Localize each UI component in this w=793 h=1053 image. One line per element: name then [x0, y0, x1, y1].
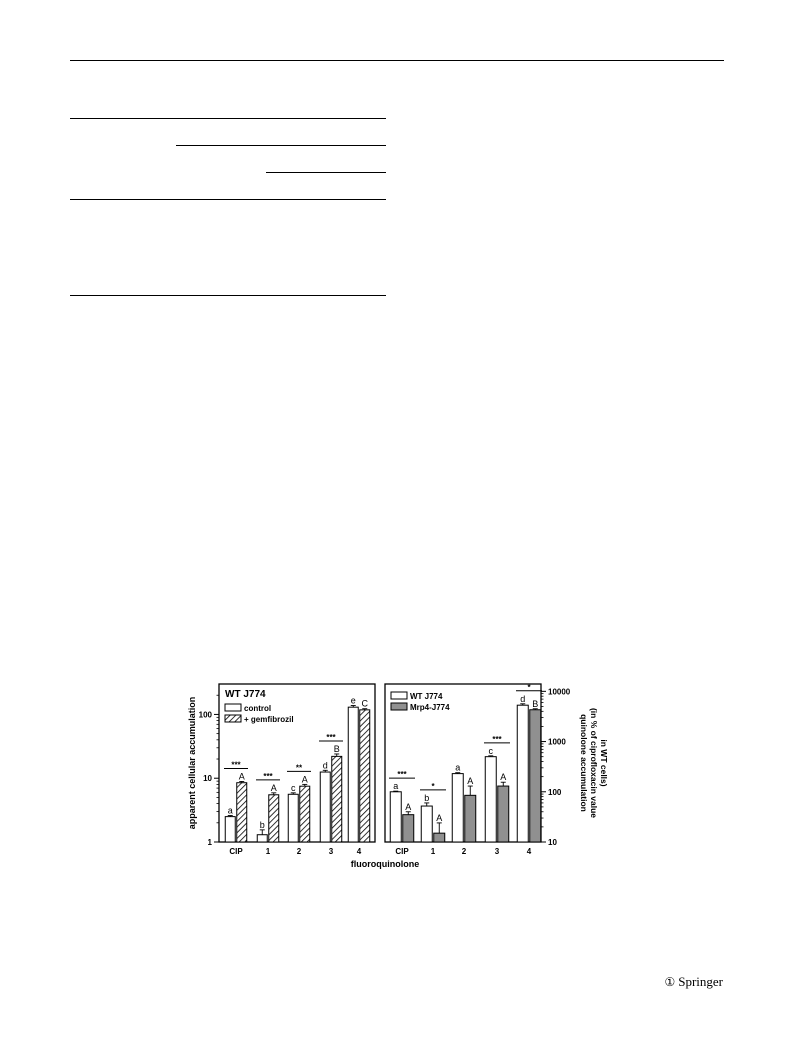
significance-stars: *	[431, 781, 435, 791]
y-tick-label: 1000	[548, 737, 566, 747]
bar-open	[485, 757, 496, 842]
bar-open	[452, 774, 463, 842]
x-tick-label: 3	[494, 847, 500, 856]
bar-open	[421, 806, 432, 842]
x-tick-label: CIP	[395, 847, 409, 856]
bar-hatched	[269, 795, 279, 842]
bar-letter-label: B	[532, 698, 539, 709]
bar-letter-label: c	[291, 782, 296, 793]
bar-letter-label: B	[333, 743, 340, 754]
x-tick-label: 3	[328, 847, 334, 856]
bar-letter-label: A	[436, 812, 443, 823]
legend-label: control	[244, 704, 272, 713]
y-tick-label: 10000	[548, 687, 571, 697]
bar-letter-label: d	[520, 693, 526, 704]
bar-letter-label: C	[361, 698, 368, 709]
bar-open	[288, 794, 298, 842]
bar-letter-label: A	[301, 774, 308, 785]
bar-open	[390, 792, 401, 842]
bar-grey	[530, 710, 541, 842]
significance-stars: ***	[492, 734, 502, 744]
y-axis-label-line: in WT cells)	[599, 739, 609, 787]
bar-hatched	[332, 756, 342, 842]
legend-swatch-hatched	[225, 715, 241, 722]
bar-letter-label: c	[488, 745, 493, 756]
bar-letter-label: A	[467, 776, 474, 787]
y-tick-label: 100	[198, 710, 212, 720]
y-axis-label: apparent cellular accumulation	[187, 696, 197, 830]
x-tick-label: 1	[265, 847, 271, 856]
legend-label: WT J774	[410, 692, 443, 701]
publisher-name: Springer	[678, 974, 723, 989]
bar-open	[225, 817, 235, 842]
bar-letter-label: a	[455, 762, 461, 773]
bar-hatched	[360, 710, 370, 842]
y-tick-label: 100	[548, 787, 562, 797]
y-axis-label-line: (in % of ciprofloxacin value	[589, 707, 599, 819]
y-tick-label: 1	[207, 838, 212, 847]
significance-stars: ***	[326, 732, 336, 742]
legend-swatch-open	[225, 704, 241, 711]
bar-open	[348, 707, 358, 842]
bar-letter-label: A	[500, 772, 507, 783]
x-axis-label: fluoroquinolone	[350, 859, 420, 869]
significance-stars: *	[527, 682, 531, 692]
bar-open	[257, 835, 267, 842]
bar-hatched	[300, 786, 310, 842]
x-tick-label: 4	[356, 847, 362, 856]
y-tick-label: 10	[548, 838, 557, 847]
bar-letter-label: A	[238, 771, 245, 782]
significance-stars: ***	[263, 771, 273, 781]
panel-right	[385, 683, 609, 856]
publisher-mark	[664, 974, 723, 990]
x-tick-label: 1	[430, 847, 436, 856]
x-tick-label: 2	[296, 847, 302, 856]
bar-letter-label: A	[405, 801, 412, 812]
bar-grey	[403, 815, 414, 842]
bar-letter-label: e	[350, 695, 356, 706]
x-tick-label: 2	[461, 847, 467, 856]
bar-letter-label: a	[227, 805, 233, 816]
y-tick-label: 10	[203, 774, 212, 784]
significance-stars: **	[295, 763, 303, 773]
significance-stars: ***	[397, 770, 407, 780]
x-tick-label: CIP	[229, 847, 243, 856]
legend-swatch-open	[391, 692, 407, 699]
y-axis-label-line: quinolone accumulation	[579, 714, 589, 812]
bar-letter-label: b	[259, 819, 265, 830]
bar-letter-label: b	[424, 792, 430, 803]
legend-label: + gemfibrozil	[244, 715, 294, 724]
bar-open	[320, 772, 330, 842]
bar-grey	[498, 786, 509, 842]
bar-hatched	[237, 783, 247, 842]
panel-title: WT J774	[225, 689, 266, 700]
bar-grey	[465, 795, 476, 842]
bar-grey	[434, 833, 445, 842]
bar-letter-label: d	[322, 760, 328, 771]
bar-letter-label: a	[393, 781, 399, 792]
bar-open	[517, 705, 528, 842]
significance-stars: ***	[231, 760, 241, 770]
x-tick-label: 4	[526, 847, 532, 856]
bar-letter-label: A	[270, 782, 277, 793]
springer-logo-icon: ①	[664, 974, 676, 989]
legend-label: Mrp4-J774	[410, 703, 450, 712]
legend-swatch-grey	[391, 703, 407, 710]
